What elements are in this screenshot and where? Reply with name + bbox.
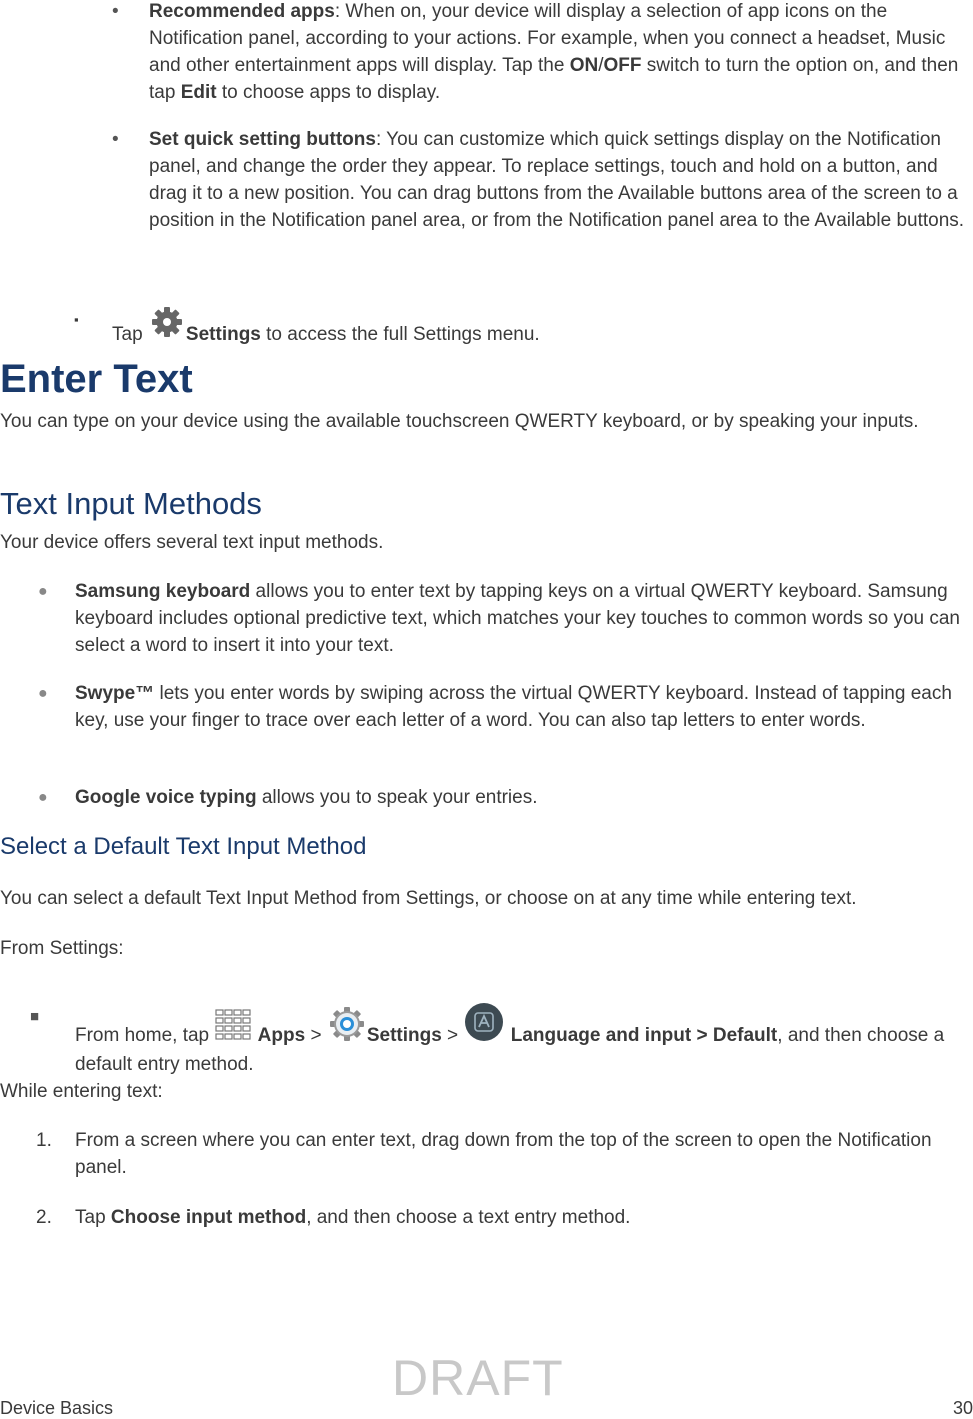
recommended-apps-text-3: to choose apps to display.: [216, 82, 441, 103]
from-home-prefix: From home, tap: [75, 1025, 215, 1046]
apps-grid-icon: [214, 1009, 252, 1051]
swype-text: lets you enter words by swiping across the virtual QWERTY keyboard. Instead of tapping each key, use your finger to trace over each letter of a word. You can also tap letters to enter words.: [75, 683, 952, 731]
select-default-heading: Select a Default Text Input Method: [0, 833, 367, 860]
settings-term: Settings: [185, 324, 261, 345]
step-two-prefix: Tap: [75, 1207, 111, 1228]
google-voice-item: [75, 784, 973, 811]
samsung-keyboard-term: Samsung keyboard: [75, 581, 251, 602]
separator: >: [441, 1025, 464, 1046]
google-voice-text: allows you to speak your entries.: [256, 787, 538, 808]
step-number: 1.: [36, 1130, 52, 1151]
dot-bullet: ●: [38, 685, 48, 702]
edit-label: Edit: [180, 82, 217, 103]
step-number: 2.: [36, 1207, 52, 1228]
text-input-methods-heading: Text Input Methods: [0, 486, 262, 521]
tap-suffix: to access the full Settings menu.: [260, 324, 540, 345]
samsung-keyboard-text: allows you to enter text by tapping keys on a virtual QWERTY keyboard. Samsung keyboard includes optional predictive text, which matches your key touches to common words so you can select a word to insert it into your text.: [75, 581, 961, 656]
enter-text-intro: You can type on your device using the available touchscreen QWERTY keyboard, or by speaking your inputs.: [0, 411, 919, 432]
enter-text-heading: Enter Text: [0, 357, 193, 401]
from-home-suffix: , and then choose a default entry method.: [75, 1025, 945, 1075]
choose-input-method-term: Choose input method: [110, 1207, 307, 1228]
gear-icon: [148, 306, 186, 350]
tap-settings-line: [112, 306, 972, 350]
google-voice-term: Google voice typing: [75, 787, 257, 808]
bullet-marker: •: [112, 1, 119, 22]
tap-prefix: Tap: [112, 324, 148, 345]
step-two-text: [75, 1204, 973, 1231]
quick-settings-text: : You can customize which quick settings display on the Notification panel, and change the order they appear. To replace settings, touch and hold on a button, and drag it to a new position. You can drag buttons from the Available buttons area of the screen to a position in the Notification panel area, or from the Notification panel area to the Available buttons.: [149, 129, 965, 231]
while-entering-label: While entering text:: [0, 1081, 163, 1102]
square-bullet: ■: [30, 1008, 40, 1025]
swype-term: Swype™: [75, 683, 155, 704]
bullet-marker: •: [112, 129, 119, 150]
recommended-apps-text: : When on, your device will display a selection of app icons on the Notification panel, according to your actions. For example, when you connect a headset, Music and other entertainment apps will display. Tap the: [149, 1, 946, 76]
recommended-apps-paragraph: [149, 0, 973, 106]
from-settings-label: From Settings:: [0, 938, 124, 959]
off-label: OFF: [603, 55, 642, 76]
samsung-keyboard-item: [75, 578, 973, 659]
apps-term: Apps: [257, 1025, 306, 1046]
from-home-step: [75, 1003, 973, 1078]
recommended-apps-text-2: switch to turn the option on, and then tap: [149, 55, 959, 103]
quick-settings-paragraph: [149, 126, 973, 234]
step-two-suffix: , and then choose a text entry method.: [306, 1207, 631, 1228]
separator: >: [305, 1025, 327, 1046]
on-label: ON: [569, 55, 599, 76]
text-input-methods-intro: Your device offers several text input methods.: [0, 532, 384, 553]
footer-section: Device Basics: [0, 1398, 114, 1418]
settings-term: Settings: [366, 1025, 442, 1046]
step-one-text: From a screen where you can enter text, drag down from the top of the screen to open the Notification panel.: [75, 1130, 932, 1178]
square-bullet: ▪: [74, 312, 79, 327]
footer-page-number: 30: [952, 1398, 973, 1418]
quick-settings-term: Set quick setting buttons: [149, 129, 376, 150]
swype-item: [75, 680, 973, 734]
settings-icon: [327, 1005, 367, 1051]
recommended-apps-term: Recommended apps: [149, 1, 335, 22]
dot-bullet: ●: [38, 789, 48, 806]
slash: /: [598, 55, 604, 76]
select-default-intro: You can select a default Text Input Method from Settings, or choose on at any time while entering text.: [0, 888, 857, 909]
language-input-icon: [463, 1003, 505, 1051]
language-path-term: Language and input > Default: [510, 1025, 778, 1046]
dot-bullet: ●: [38, 583, 48, 600]
draft-watermark: DRAFT: [392, 1350, 564, 1406]
